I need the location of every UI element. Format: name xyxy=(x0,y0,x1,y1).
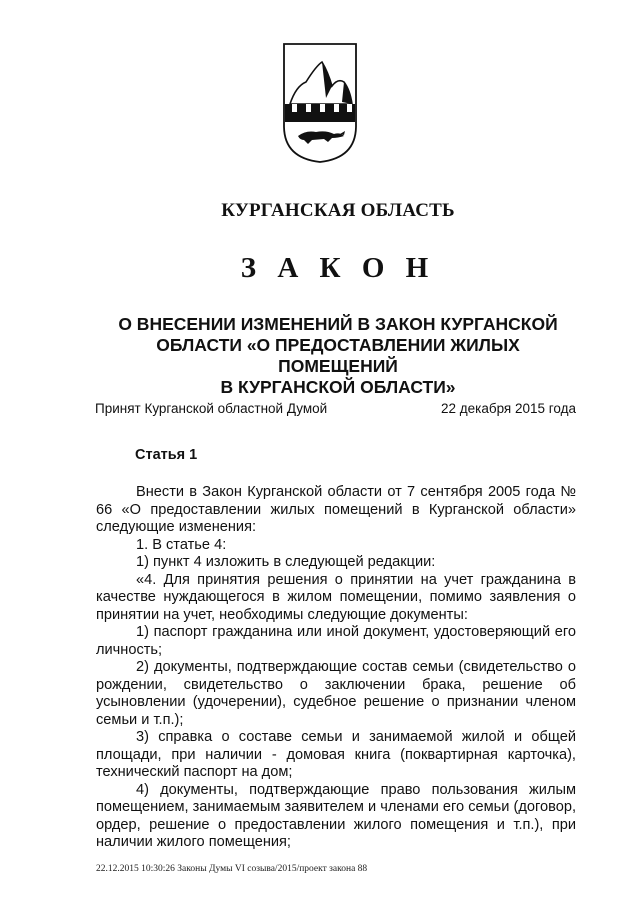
article-body xyxy=(96,484,576,852)
footer-stamp: 22.12.2015 10:30:26 Законы Думы VI созыва/2015/проект закона 88 xyxy=(96,864,368,874)
paragraph: 1) паспорт гражданина или иной документ, удостоверяющий его личность; xyxy=(96,624,576,658)
paragraph: 1. В статье 4: xyxy=(136,536,227,553)
paragraph: 3) справка о составе семьи и занимаемой жилой и общей площади, при наличии - домовая книга (поквартирная карточка), технический паспорт на дом; xyxy=(96,729,576,780)
paragraph: «4. Для принятия решения о принятии на учет гражданина в качестве нуждающегося в жилом помещении, помимо заявления о принятии на учет, необходимы следующие документы: xyxy=(96,571,576,623)
law-title-line: В КУРГАНСКОЙ ОБЛАСТИ» xyxy=(220,377,456,397)
law-title-line: ОБЛАСТИ «О ПРЕДОСТАВЛЕНИИ ЖИЛЫХ ПОМЕЩЕНИЙ xyxy=(156,335,520,376)
paragraph: 1) пункт 4 изложить в следующей редакции: xyxy=(136,554,436,570)
document-type: З А К О Н xyxy=(240,252,436,284)
paragraph: 4) документы, подтверждающие право пользования жилым помещением, занимаемым заявителем и членами его семьи (договор, ордер, решение о предоставлении жилого помещения и т.п.), при наличии жилого помещения; xyxy=(96,781,576,850)
article-heading: Статья 1 xyxy=(135,447,198,463)
adopted-by: Принят Курганской областной Думой xyxy=(95,401,328,416)
adoption-date: 22 декабря 2015 года xyxy=(440,401,576,416)
paragraph: Внести в Закон Курганской области от 7 сентября 2005 года № 66 «О предоставлении жилых помещений в Курганской области» следующие изменения: xyxy=(96,484,576,535)
law-title-line: О ВНЕСЕНИИ ИЗМЕНЕНИЙ В ЗАКОН КУРГАНСКОЙ xyxy=(118,314,558,334)
paragraph: 2) документы, подтверждающие состав семьи (свидетельство о рождении, свидетельство о заключении брака, решение об усыновлении (удочерении), судебное решение о признании членом семьи и т.п.); xyxy=(96,659,576,728)
region-name: КУРГАНСКАЯ ОБЛАСТЬ xyxy=(221,200,455,221)
coat-of-arms-icon xyxy=(282,42,358,164)
law-title xyxy=(95,314,581,398)
